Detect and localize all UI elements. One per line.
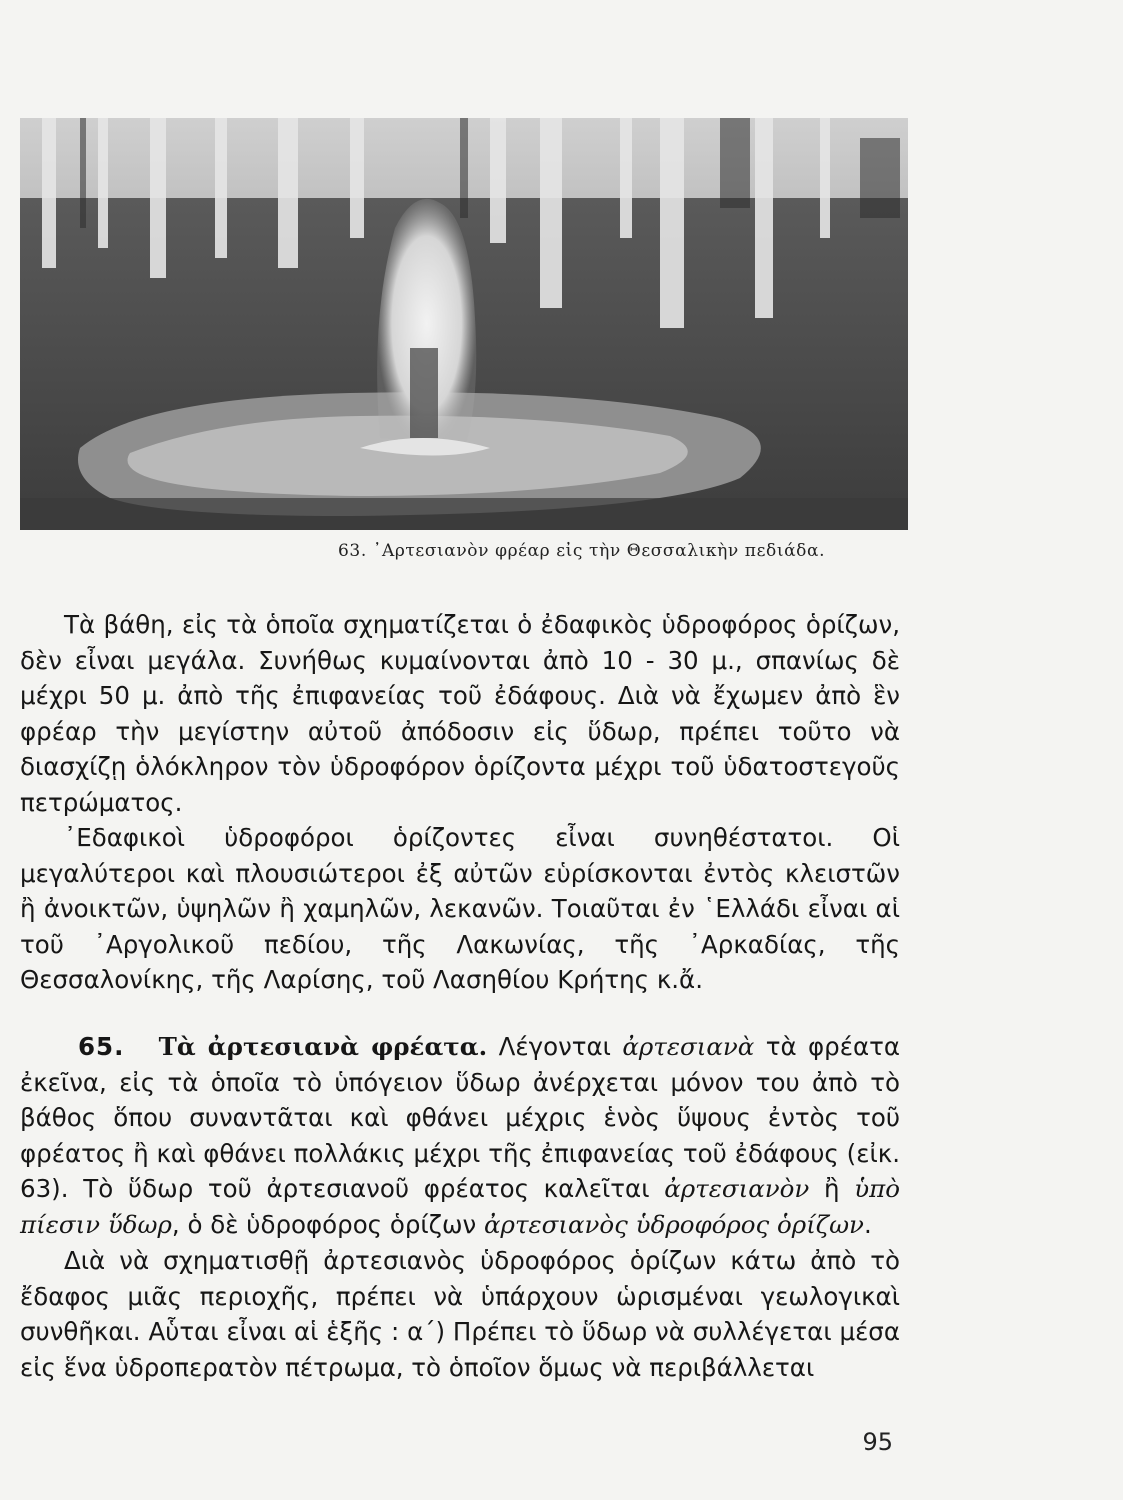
italic-term: ἀρτεσιανὸν: [664, 1174, 810, 1203]
section-number: 65.: [78, 1032, 125, 1061]
paragraph-geological-conditions: [20, 1243, 900, 1385]
italic-term: ὑπὸ πίεσιν ὕδωρ: [20, 1174, 900, 1239]
figure-63-photo: [20, 118, 908, 530]
page-number: 95: [862, 1428, 893, 1456]
section-title: Τὰ ἀρτεσιανὰ φρέατα.: [158, 1032, 488, 1061]
text-run: .: [863, 1209, 872, 1239]
paragraph-text: Διὰ νὰ σχηματισθῇ ἀρτεσιανὸς ὑδροφόρος ὁρίζων κάτω ἀπὸ τὸ ἔδαφος μιᾶς περιοχῆς, πρέπει νὰ ὑπάρχουν ὡρισμέναι γεωλογικαὶ συνθῆκαι. Αὗται εἶναι αἱ ἑξῆς : α΄) Πρέπει τὸ ὕδωρ νὰ συλλέγεται μέσα εἰς ἕνα ὑδροπερατὸν πέτρωμα, τὸ ὁποῖον ὅμως νὰ περιβάλλεται: [20, 1246, 900, 1382]
paragraph-text: Τὰ βάθη, εἰς τὰ ὁποῖα σχηματίζεται ὁ ἐδαφικὸς ὑδροφόρος ὁρίζων, δὲν εἶναι μεγάλα. Συνήθως κυμαίνονται ἀπὸ 10 - 30 μ., σπανίως δὲ μέχρι 50 μ. ἀπὸ τῆς ἐπιφανείας τοῦ ἐδάφους. Διὰ νὰ ἔχωμεν ἀπὸ ἓν φρέαρ τὴν μεγίστην αὐτοῦ ἀπόδοσιν εἰς ὕδωρ, πρέπει τοῦτο νὰ διασχίζῃ ὁλόκληρον τὸν ὑδροφόρον ὁρίζοντα μέχρι τοῦ ὑδατοστεγοῦς πετρώματος.: [20, 610, 900, 817]
italic-term: ἀρτεσιανὸς ὑδροφόρος ὁρίζων: [484, 1209, 864, 1239]
text-run: Λέγονται: [487, 1032, 623, 1061]
figure-caption: 63. ᾿Αρτεσιανὸν φρέαρ εἰς τὴν Θεσσαλικὴν πεδιάδα.: [338, 541, 826, 561]
text-run: , ὁ δὲ ὑδροφόρος ὁρίζων: [171, 1209, 484, 1239]
artesian-well-photo: [20, 118, 908, 530]
paragraph-text: [20, 1029, 900, 1242]
text-run: ἢ: [809, 1174, 855, 1203]
paragraph-aquifer-depth: [20, 607, 900, 820]
paragraph-text: ᾿Εδαφικοὶ ὑδροφόροι ὁρίζοντες εἶναι συνηθέστατοι. Οἱ μεγαλύτεροι καὶ πλουσιώτεροι ἐξ αὐτῶν εὑρίσκονται ἐντὸς κλειστῶν ἢ ἀνοικτῶν, ὑψηλῶν ἢ χαμηλῶν, λεκανῶν. Τοιαῦται ἐν ῾Ελλάδι εἶναι αἱ τοῦ ᾿Αργολικοῦ πεδίου, τῆς Λακωνίας, τῆς ᾿Αρκαδίας, τῆς Θεσσαλονίκης, τῆς Λαρίσης, τοῦ Λασηθίου Κρήτης κ.ἄ.: [20, 823, 900, 994]
section-65-artesian-wells: [20, 1029, 900, 1242]
italic-term: ἀρτεσιανὰ: [622, 1032, 755, 1061]
text-run: τὰ φρέατα ἐκεῖνα, εἰς τὰ ὁποῖα τὸ ὑπόγειον ὕδωρ ἀνέρχεται μόνον του ἀπὸ τὸ βάθος ὅπου συναντᾶται καὶ φθάνει μέχρις ἑνὸς ὕψους ἐντὸς τοῦ φρέατος ἢ καὶ φθάνει πολλάκις μέχρι τῆς ἐπιφανείας τοῦ ἐδάφους (εἰκ. 63). Τὸ ὕδωρ τοῦ ἀρτεσιανοῦ φρέατος καλεῖται: [20, 1032, 901, 1203]
paragraph-soil-aquifers: [20, 820, 900, 998]
